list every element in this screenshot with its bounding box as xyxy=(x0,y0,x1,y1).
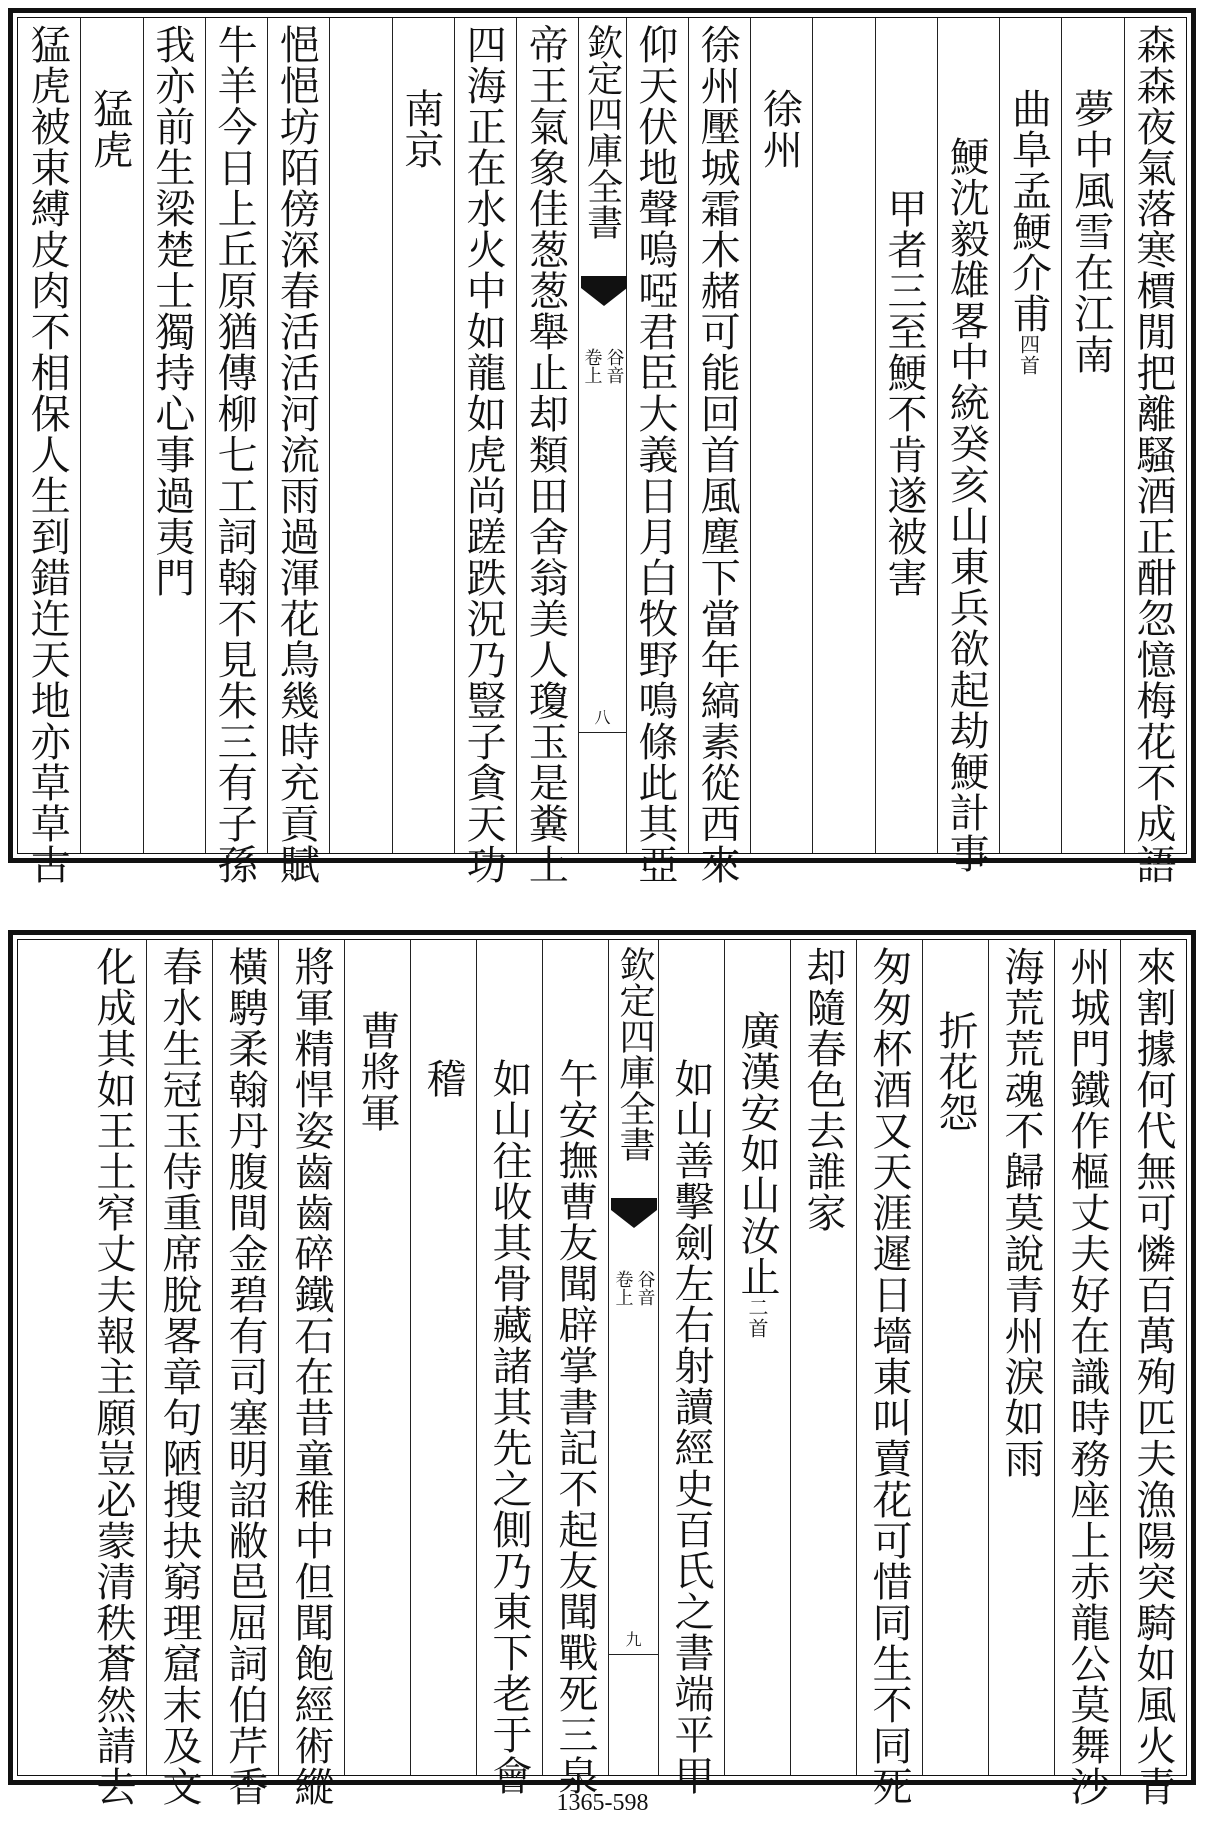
column-text: 匆匆杯酒又天涯遲日墻東叫賣花可惜同生不同死 xyxy=(866,946,912,1807)
volume-label xyxy=(581,348,625,384)
text-column xyxy=(658,940,724,1796)
column-text xyxy=(1000,88,1061,376)
text-column xyxy=(542,940,608,1796)
column-text: 海荒荒魂不歸莫說青州淚如雨 xyxy=(998,946,1044,1479)
text-column xyxy=(812,18,874,853)
poem-author: 曲阜孟鯁介甫 xyxy=(1005,88,1052,334)
column-text: 甲者三至鯁不肯遂被害 xyxy=(880,188,927,598)
fish-tail-mark-icon xyxy=(611,1198,657,1230)
column-text: 將軍精悍姿齒齒碎鐵石在昔童稚中但聞飽經術縱 xyxy=(288,946,334,1807)
column-text: 南京 xyxy=(397,88,444,170)
page-gutter xyxy=(608,940,658,1775)
text-column xyxy=(875,18,937,853)
page-gutter xyxy=(578,18,625,853)
column-text: 徐州 xyxy=(756,88,803,170)
column-text: 夢中風雪在江南 xyxy=(1067,88,1114,375)
text-column xyxy=(18,18,80,885)
column-text: 稽 xyxy=(420,1058,466,1099)
text-column xyxy=(516,18,578,885)
text-column xyxy=(750,18,812,853)
text-column xyxy=(454,18,516,885)
column-text: 四海正在水火中如龍如虎尚蹉跌況乃豎子貪天功 xyxy=(460,24,507,885)
column-text: 却隨春色去誰家 xyxy=(800,946,846,1233)
volume-name: 卷上 xyxy=(581,348,603,384)
text-column xyxy=(1120,940,1186,1807)
column-text: 森森夜氣落寒檟閒把離騷酒正酣忽憶梅花不成語 xyxy=(1130,24,1176,885)
text-column xyxy=(267,18,329,885)
column-text xyxy=(725,1010,790,1339)
text-column xyxy=(1061,18,1123,853)
column-text: 曹將軍 xyxy=(354,1010,400,1133)
text-column xyxy=(922,940,988,1775)
text-column xyxy=(212,940,278,1807)
column-text: 牛羊今日上丘原猶傳柳七工詞翰不見朱三有子孫 xyxy=(211,24,258,885)
column-text: 午安撫曹友聞辟掌書記不起友聞戰死三泉 xyxy=(552,1058,598,1796)
fish-tail-mark-icon xyxy=(581,276,627,308)
column-text: 鯁沈毅雄畧中統癸亥山東兵欲起劫鯁計事 xyxy=(943,136,990,874)
volume-label xyxy=(613,1270,654,1306)
poem-author: 廣漢安如山汝止 xyxy=(734,1010,780,1297)
book-title: 欽定四庫全書 xyxy=(614,946,655,1162)
column-text: 橫騁柔翰丹腹間金碧有司塞明詔敝邑屈詞伯芹香 xyxy=(222,946,268,1807)
column-text: 折花怨 xyxy=(932,1010,978,1133)
leaf-number: 九 xyxy=(609,1627,658,1655)
page-number: 1365-598 xyxy=(556,1790,649,1816)
column-text: 如山往收其骨藏諸其先之側乃東下老于會 xyxy=(486,1058,532,1796)
text-column xyxy=(410,940,476,1775)
column-text: 州城門鐵作樞丈夫好在識時務座上赤龍公莫舞沙 xyxy=(1064,946,1110,1807)
text-column xyxy=(1124,18,1186,885)
volume-name: 卷上 xyxy=(612,1270,634,1306)
column-text: 猛虎被束縛皮肉不相保人生到錯迕天地亦草草古 xyxy=(24,24,71,885)
column-text: 帝王氣象佳葱葱舉止却類田舍翁美人瓊玉是糞土 xyxy=(522,24,569,885)
column-text: 如山善擊劍左右射讀經史百氏之書端平甲 xyxy=(668,1058,714,1796)
text-column xyxy=(146,940,212,1807)
top-page xyxy=(8,8,1196,885)
text-column xyxy=(344,940,410,1775)
text-column xyxy=(143,18,205,853)
column-text: 仰天伏地聲嗚啞君臣大義日月白牧野鳴條此其亞 xyxy=(631,24,678,885)
column-text: 來割據何代無可憐百萬殉匹夫漁陽突騎如風火青 xyxy=(1130,946,1176,1807)
text-column xyxy=(80,940,146,1807)
book-title: 欽定四庫全書 xyxy=(581,24,623,240)
top-page-frame xyxy=(17,17,1187,885)
column-text: 春水生冠玉侍重席脫畧章句陋搜抉窮理窟末及文 xyxy=(156,946,202,1807)
text-column xyxy=(688,18,750,885)
column-text: 化成其如王土窄丈夫報主願豈必蒙清秩蒼然請去 xyxy=(90,946,136,1807)
column-text: 悒悒坊陌傍深春活活河流雨過渾花鳥幾時充貢賦 xyxy=(273,24,320,885)
column-text: 我亦前生梁楚士獨持心事過夷門 xyxy=(148,24,195,598)
text-column xyxy=(790,940,856,1775)
collection-name: 谷音 xyxy=(634,1270,656,1306)
poem-count-note: 二首 xyxy=(745,1297,769,1339)
column-text: 徐州壓城霜木赭可能回首風塵下當年縞素從西來 xyxy=(694,24,741,885)
column-text: 猛虎 xyxy=(86,88,133,170)
text-column xyxy=(329,18,391,853)
text-column xyxy=(392,18,454,853)
text-column xyxy=(626,18,688,885)
text-column xyxy=(988,940,1054,1775)
text-column xyxy=(80,18,142,853)
text-column xyxy=(937,18,999,874)
text-column xyxy=(999,18,1061,853)
text-column xyxy=(724,940,790,1775)
leaf-number: 八 xyxy=(579,705,625,733)
poem-count-note: 四首 xyxy=(1016,334,1041,376)
text-column xyxy=(476,940,542,1796)
text-column xyxy=(1054,940,1120,1807)
text-column xyxy=(205,18,267,885)
text-column xyxy=(278,940,344,1807)
collection-name: 谷音 xyxy=(603,348,625,384)
text-column xyxy=(856,940,922,1807)
